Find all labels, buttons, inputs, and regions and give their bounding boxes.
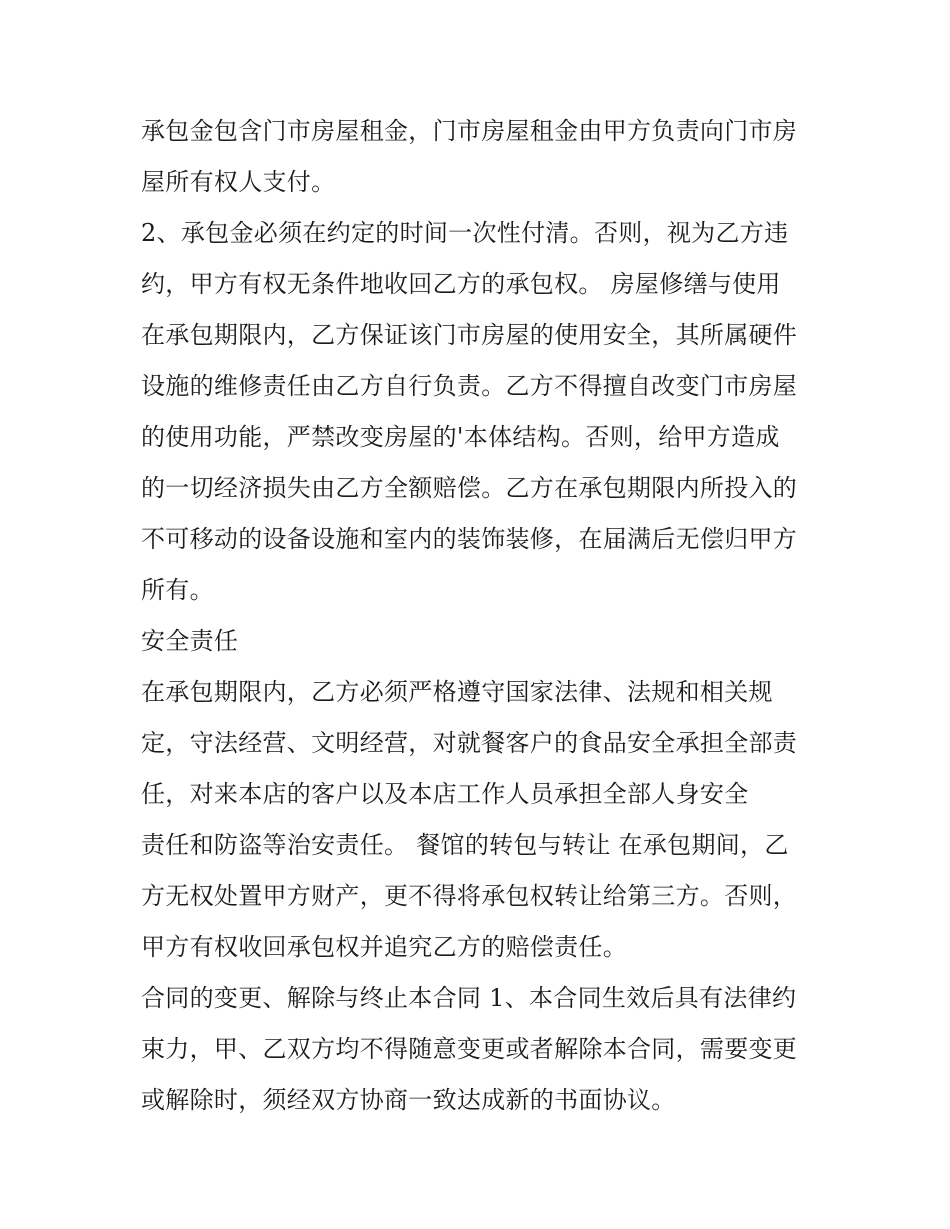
text-line: 或解除时，须经双方协商一致达成新的书面协议。 — [141, 1086, 676, 1114]
text-line: 屋所有权人支付。 — [141, 168, 336, 196]
text-line: 不可移动的设备设施和室内的装饰装修，在届满后无偿归甲方 — [141, 525, 798, 553]
text-line: 合同的变更、解除与终止本合同 1、本合同生效后具有法律约 — [141, 984, 797, 1012]
text-line: 甲方有权收回承包权并追究乙方的赔偿责任。 — [141, 933, 627, 961]
text-line: 所有。 — [141, 576, 214, 604]
text-line: 约，甲方有权无条件地收回乙方的承包权。 房屋修缮与使用 — [141, 270, 781, 298]
text-line: 设施的维修责任由乙方自行负责。乙方不得擅自改变门市房屋 — [141, 372, 798, 400]
text-line: 的一切经济损失由乙方全额赔偿。乙方在承包期限内所投入的 — [141, 474, 798, 502]
text-line: 在承包期限内，乙方保证该门市房屋的使用安全，其所属硬件 — [141, 321, 798, 349]
text-line: 任，对来本店的客户以及本店工作人员承担全部人身安全 — [141, 780, 749, 808]
section-heading: 安全责任 — [141, 627, 239, 655]
text-line: 责任和防盗等治安责任。 餐馆的转包与转让 在承包期间，乙 — [141, 831, 789, 859]
text-line: 方无权处置甲方财产，更不得将承包权转让给第三方。否则， — [141, 882, 798, 910]
text-line: 的使用功能，严禁改变房屋的'本体结构。否则，给甲方造成 — [141, 423, 780, 451]
text-line: 2、承包金必须在约定的时间一次性付清。否则，视为乙方违 — [141, 219, 789, 247]
text-line: 在承包期限内，乙方必须严格遵守国家法律、法规和相关规 — [141, 678, 773, 706]
document-body — [141, 110, 821, 1130]
text-line: 束力，甲、乙双方均不得随意变更或者解除本合同，需要变更 — [141, 1035, 798, 1063]
text-line: 承包金包含门市房屋租金，门市房屋租金由甲方负责向门市房 — [141, 117, 798, 145]
text-line: 定，守法经营、文明经营，对就餐客户的食品安全承担全部责 — [141, 729, 798, 757]
